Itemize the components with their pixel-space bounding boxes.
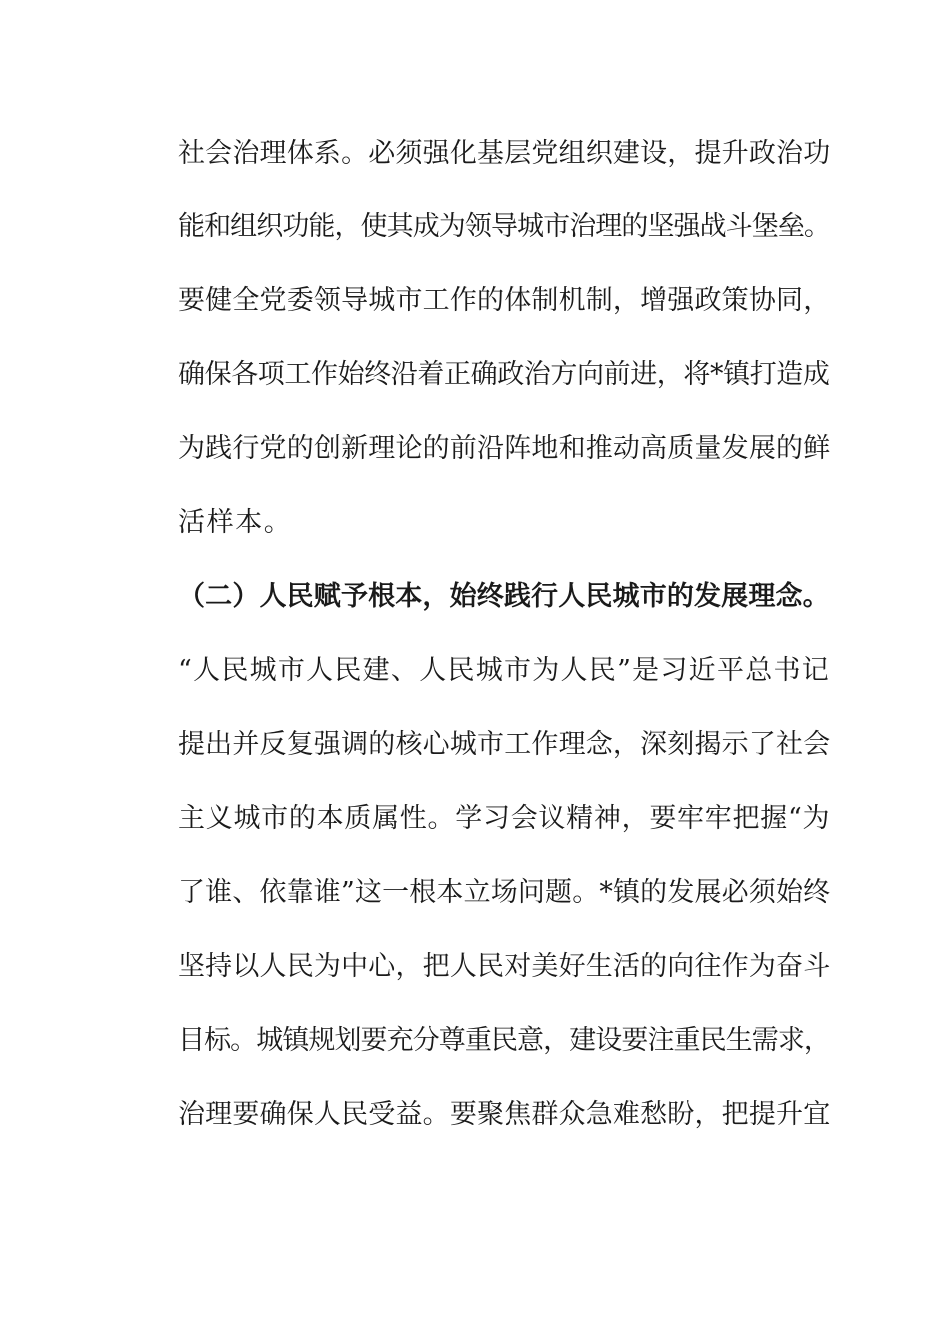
text-line: 了谁、依靠谁”这一根本立场问题。*镇的发展必须始终 (178, 877, 831, 908)
text-line: 提出并反复强调的核心城市工作理念，深刻揭示了社会 (178, 729, 831, 760)
text-line: 能和组织功能，使其成为领导城市治理的坚强战斗堡垒。 (178, 211, 830, 242)
text-line: 坚持以人民为中心，把人民对美好生活的向往作为奋斗 (178, 951, 831, 982)
text-line: 治理要确保人民受益。要聚焦群众急难愁盼，把提升宜 (178, 1099, 831, 1130)
text-line: 目标。城镇规划要充分尊重民意，建设要注重民生需求， (178, 1025, 830, 1056)
text-line: 社会治理体系。必须强化基层党组织建设，提升政治功 (178, 138, 831, 169)
text-line: 活样本。 (178, 507, 293, 538)
text-line: 主义城市的本质属性。学习会议精神，要牢牢把握“为 (178, 803, 831, 834)
text-line: 要健全党委领导城市工作的体制机制，增强政策协同， (178, 285, 831, 316)
text-line: “人民城市人民建、人民城市为人民”是习近平总书记 (178, 655, 831, 686)
section-heading: （二）人民赋予根本，始终践行人民城市的发展理念。 (178, 581, 830, 612)
text-line: 确保各项工作始终沿着正确政治方向前进，将*镇打造成 (178, 359, 830, 390)
text-line: 为践行党的创新理论的前沿阵地和推动高质量发展的鲜 (178, 433, 831, 464)
